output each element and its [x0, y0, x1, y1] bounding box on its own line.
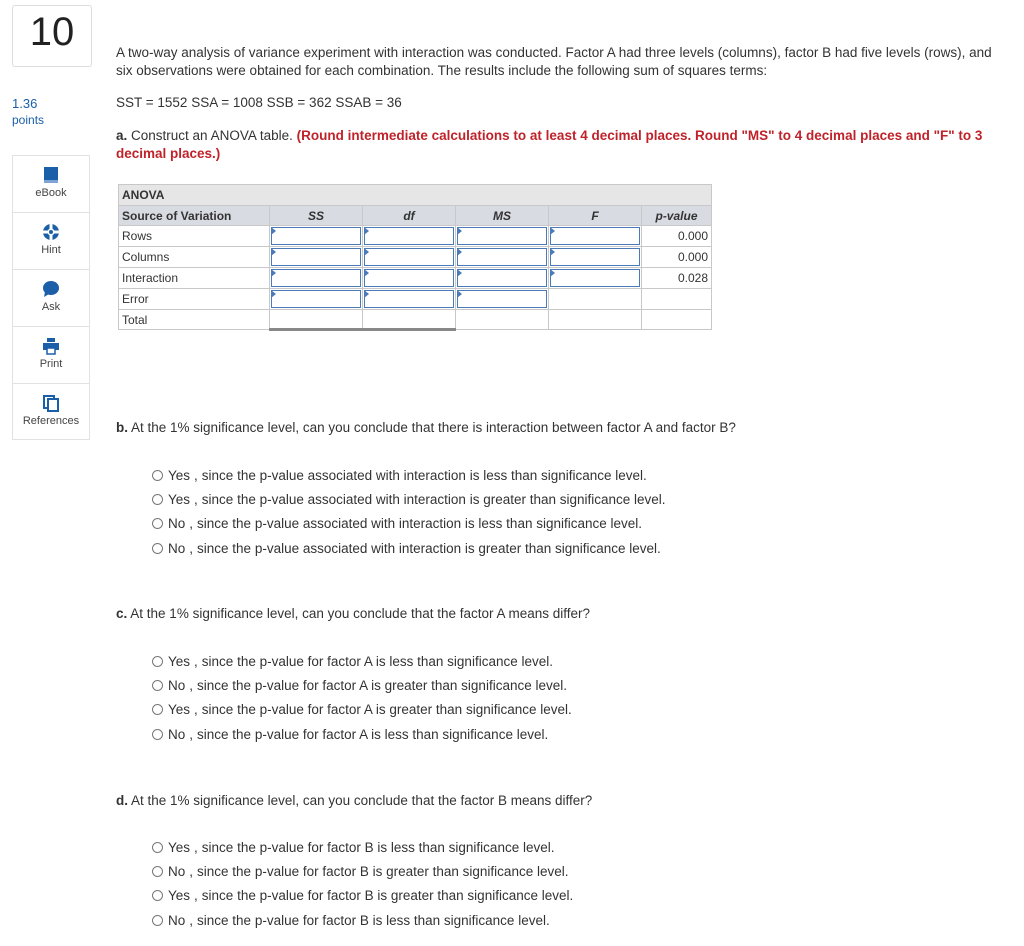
radio-button[interactable] — [152, 518, 163, 529]
option-answer: Yes — [168, 888, 191, 904]
row-source: Rows — [119, 226, 270, 247]
columns-df-input[interactable] — [364, 248, 454, 266]
total-ms-cell — [456, 310, 549, 330]
option-answer: No — [168, 863, 186, 879]
row-source: Error — [119, 289, 270, 310]
error-df-input[interactable] — [364, 290, 454, 308]
part-d-option[interactable]: Yes , since the p-value for factor B is greater than significance level. — [152, 884, 573, 908]
sst-term: SST = 1552 — [116, 95, 188, 110]
error-ss-input[interactable] — [271, 290, 361, 308]
print-button[interactable] — [12, 326, 90, 383]
rows-p-value: 0.000 — [642, 226, 712, 247]
error-f-cell — [549, 289, 642, 310]
radio-button[interactable] — [152, 494, 163, 505]
radio-button[interactable] — [152, 680, 163, 691]
sum-of-squares-terms — [116, 95, 402, 110]
columns-p-value: 0.000 — [642, 247, 712, 268]
part-c-option[interactable]: Yes , since the p-value for factor A is greater than significance level. — [152, 698, 572, 722]
columns-ms-input[interactable] — [457, 248, 547, 266]
part-c-option[interactable]: No , since the p-value for factor A is greater than significance level. — [152, 673, 572, 697]
problem-intro: A two-way analysis of variance experiment with interaction was conducted. Factor A had three levels (columns), factor B had five levels (rows), and six observations were obtained for each combination. The results include the following sum of squares terms: — [116, 45, 992, 78]
radio-button[interactable] — [152, 656, 163, 667]
option-reason: since the p-value associated with interaction is less than significance level. — [201, 467, 647, 483]
table-row — [119, 289, 712, 310]
ask-button[interactable] — [12, 269, 90, 326]
option-reason: since the p-value associated with interaction is less than significance level. — [197, 516, 643, 532]
option-answer: Yes — [168, 702, 191, 718]
points-value: 1.36 — [12, 96, 38, 111]
part-b-options — [152, 463, 666, 560]
table-row — [119, 247, 712, 268]
interaction-p-value: 0.028 — [642, 268, 712, 289]
radio-button[interactable] — [152, 890, 163, 901]
part-b-option[interactable]: No , since the p-value associated with interaction is greater than significance level. — [152, 536, 666, 560]
part-d-options — [152, 835, 573, 932]
interaction-ss-input[interactable] — [271, 269, 361, 287]
sidebar — [12, 155, 90, 440]
header-p-value: p-value — [642, 206, 712, 226]
part-a-text: Construct an ANOVA table. — [131, 128, 293, 143]
part-b-label: b. — [116, 420, 128, 435]
table-row — [119, 268, 712, 289]
radio-button[interactable] — [152, 729, 163, 740]
part-d-prompt — [116, 793, 592, 808]
option-reason: since the p-value associated with interaction is greater than significance level. — [197, 540, 661, 556]
radio-button[interactable] — [152, 866, 163, 877]
header-df: df — [363, 206, 456, 226]
radio-button[interactable] — [152, 543, 163, 554]
points-label: points — [12, 113, 45, 127]
header-ss: SS — [270, 206, 363, 226]
radio-button[interactable] — [152, 470, 163, 481]
table-row — [119, 226, 712, 247]
interaction-ms-input[interactable] — [457, 269, 547, 287]
part-b-prompt — [116, 420, 736, 435]
hint-label: Hint — [41, 244, 61, 256]
chat-bubble-icon — [42, 280, 60, 298]
total-p-value — [642, 310, 712, 330]
ssb-term: SSB = 362 — [266, 95, 332, 110]
total-f-cell — [549, 310, 642, 330]
radio-button[interactable] — [152, 842, 163, 853]
ebook-label: eBook — [35, 187, 67, 199]
anova-title: ANOVA — [119, 185, 712, 206]
option-answer: Yes — [168, 839, 191, 855]
book-icon — [42, 166, 60, 184]
radio-button[interactable] — [152, 704, 163, 715]
option-answer: Yes — [168, 467, 191, 483]
part-c-prompt — [116, 606, 590, 621]
total-df-cell — [363, 310, 456, 330]
part-c-option[interactable]: Yes , since the p-value for factor A is less than significance level. — [152, 649, 572, 673]
rows-ss-input[interactable] — [271, 227, 361, 245]
part-d-option[interactable]: No , since the p-value for factor B is less than significance level. — [152, 908, 573, 932]
printer-icon — [42, 337, 60, 355]
option-reason: since the p-value associated with interaction is greater than significance level. — [201, 491, 666, 507]
table-row — [119, 310, 712, 330]
hint-button[interactable] — [12, 212, 90, 269]
option-answer: Yes — [168, 653, 191, 669]
part-c-text: At the 1% significance level, can you conclude that the factor A means differ? — [130, 606, 591, 621]
part-d-option[interactable]: Yes , since the p-value for factor B is less than significance level. — [152, 835, 573, 859]
option-answer: No — [168, 677, 186, 693]
part-d-label: d. — [116, 793, 128, 808]
option-reason: since the p-value for factor A is less than significance level. — [197, 726, 549, 742]
option-reason: since the p-value for factor B is greater than significance level. — [201, 888, 574, 904]
total-ss-cell — [270, 310, 363, 330]
part-d-option[interactable]: No , since the p-value for factor B is greater than significance level. — [152, 859, 573, 883]
option-answer: No — [168, 912, 186, 928]
copy-icon — [42, 394, 60, 412]
columns-ss-input[interactable] — [271, 248, 361, 266]
anova-table — [118, 184, 712, 331]
option-reason: since the p-value for factor A is greater than significance level. — [201, 702, 572, 718]
rows-df-input[interactable] — [364, 227, 454, 245]
option-answer: No — [168, 726, 186, 742]
option-answer: Yes — [168, 491, 191, 507]
part-b-option[interactable]: Yes , since the p-value associated with interaction is less than significance level. — [152, 463, 666, 487]
header-f: F — [549, 206, 642, 226]
error-p-value — [642, 289, 712, 310]
lifebuoy-icon — [42, 223, 60, 241]
radio-button[interactable] — [152, 915, 163, 926]
references-button[interactable] — [12, 383, 90, 440]
part-b-option[interactable]: No , since the p-value associated with interaction is less than significance level. — [152, 512, 666, 536]
option-reason: since the p-value for factor B is greater than significance level. — [197, 863, 569, 879]
part-a-label: a. — [116, 128, 128, 143]
rows-f-input[interactable] — [550, 227, 640, 245]
part-c-label: c. — [116, 606, 128, 621]
part-c-options — [152, 649, 572, 746]
option-reason: since the p-value for factor B is less than significance level. — [197, 912, 550, 928]
ebook-button[interactable] — [12, 155, 90, 212]
part-c-option[interactable]: No , since the p-value for factor A is less than significance level. — [152, 722, 572, 746]
option-reason: since the p-value for factor B is less than significance level. — [201, 839, 555, 855]
references-label: References — [22, 415, 80, 427]
option-answer: No — [168, 516, 186, 532]
part-a-instruction: (Round intermediate calculations to at least 4 decimal places. Round "MS" to 4 decimal places and "F" to 3 decimal places.) — [116, 128, 983, 161]
ssa-term: SSA = 1008 — [191, 95, 263, 110]
interaction-f-input[interactable] — [550, 269, 640, 287]
part-d-text: At the 1% significance level, can you conclude that the factor B means differ? — [131, 793, 593, 808]
ssab-term: SSAB = 36 — [335, 95, 402, 110]
row-source: Total — [119, 310, 270, 330]
rows-ms-input[interactable] — [457, 227, 547, 245]
error-ms-input[interactable] — [457, 290, 547, 308]
columns-f-input[interactable] — [550, 248, 640, 266]
part-b-text: At the 1% significance level, can you conclude that there is interaction between factor A and factor B? — [131, 420, 736, 435]
option-reason: since the p-value for factor A is greater than significance level. — [197, 677, 567, 693]
header-source: Source of Variation — [119, 206, 270, 226]
part-a-prompt — [116, 127, 996, 163]
print-label: Print — [39, 358, 63, 370]
option-reason: since the p-value for factor A is less than significance level. — [201, 653, 553, 669]
ask-label: Ask — [41, 301, 61, 313]
interaction-df-input[interactable] — [364, 269, 454, 287]
row-source: Interaction — [119, 268, 270, 289]
question-number: 10 — [12, 5, 92, 67]
part-b-option[interactable]: Yes , since the p-value associated with interaction is greater than significance level. — [152, 487, 666, 511]
header-ms: MS — [456, 206, 549, 226]
row-source: Columns — [119, 247, 270, 268]
option-answer: No — [168, 540, 186, 556]
